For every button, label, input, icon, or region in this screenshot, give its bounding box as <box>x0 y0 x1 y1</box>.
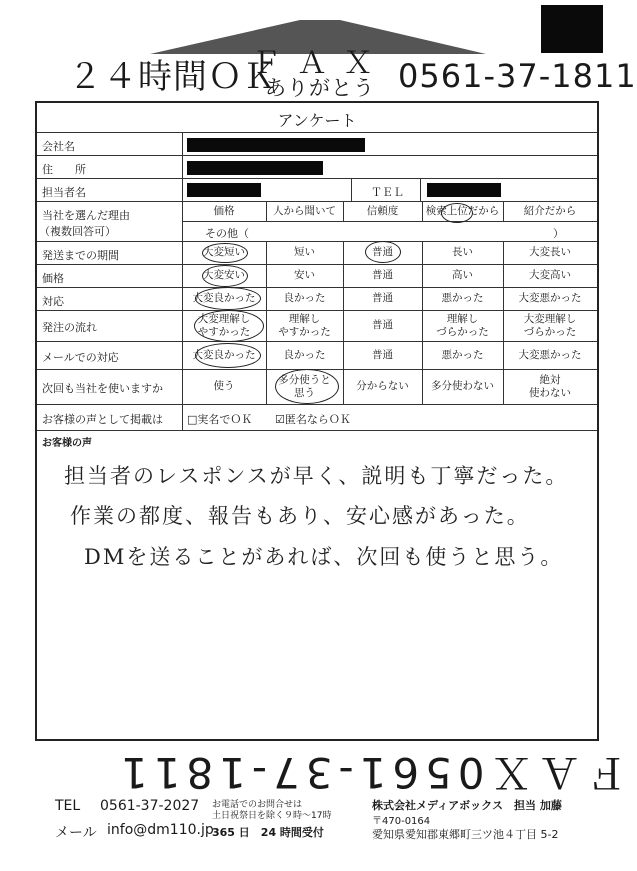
row-label-period: 発送までの期間 <box>42 249 119 262</box>
voice-label: お客様の声 <box>42 438 92 449</box>
reason-introduction[interactable]: 紹介だから <box>523 204 577 217</box>
questionnaire-form <box>35 101 599 741</box>
selection-circle <box>275 369 339 404</box>
footer-mail[interactable]: info@dm110.jp <box>107 822 214 838</box>
bottom-fax-number: ＦＡＸ0561-37-1811 <box>115 748 629 797</box>
footer-hours: 365 日 24 時間受付 <box>212 826 324 839</box>
selection-circle <box>202 265 248 287</box>
row-label-support: 対応 <box>42 295 64 308</box>
company-label: 会社名 <box>42 140 75 153</box>
selection-circle <box>441 203 473 223</box>
selection-circle <box>195 343 261 368</box>
footer-note-2: 土日祝祭日を除く９時〜17時 <box>212 811 332 821</box>
price-normal[interactable]: 普通 <box>372 269 393 282</box>
header-24h: ２４時間ＯＫ <box>68 57 278 97</box>
selection-circle <box>202 243 248 263</box>
email-very-bad[interactable]: 大変悪かった <box>518 348 582 361</box>
next-probably-not[interactable]: 多分使わない <box>431 380 494 393</box>
support-very-good[interactable]: 大変良かった <box>192 292 256 305</box>
reason-other-close: ） <box>553 227 564 240</box>
form-title: アンケート <box>277 111 357 130</box>
reason-other[interactable]: その他（ <box>205 227 249 240</box>
header-fax: ＦＡＸ <box>251 46 389 81</box>
row-label-next: 次回も当社を使いますか <box>42 382 163 395</box>
voice-line-2: 作業の都度、報告もあり、安心感があった。 <box>70 504 530 528</box>
reason-trust[interactable]: 信頼度 <box>366 204 399 217</box>
period-normal[interactable]: 普通 <box>372 246 393 259</box>
period-long[interactable]: 長い <box>452 246 473 259</box>
address-label: 住 所 <box>42 163 86 176</box>
footer-tel[interactable]: 0561-37-2027 <box>100 798 200 814</box>
row-label-price: 価格 <box>42 272 64 285</box>
support-normal[interactable]: 普通 <box>372 292 393 305</box>
email-bad[interactable]: 悪かった <box>441 348 484 361</box>
contact-redaction <box>187 183 261 197</box>
email-normal[interactable]: 普通 <box>372 348 393 361</box>
footer-company: 株式会社メディアボックス 担当 加藤 <box>372 799 562 812</box>
period-very-long[interactable]: 大変長い <box>529 246 571 259</box>
header-thanks: ありがとう <box>265 76 375 100</box>
publish-real-name-checkbox[interactable]: □実名でＯＫ <box>187 413 253 426</box>
period-short[interactable]: 短い <box>294 246 315 259</box>
flow-normal[interactable]: 普通 <box>372 319 393 332</box>
next-probably-use[interactable]: 多分使うと 思う <box>278 374 331 399</box>
flow-very-easy[interactable]: 大変理解し やすかった <box>197 313 251 338</box>
next-never[interactable]: 絶対 使わない <box>529 374 571 399</box>
row-label-flow: 発注の流れ <box>42 321 97 334</box>
price-cheap[interactable]: 安い <box>294 269 315 282</box>
email-very-good[interactable]: 大変良かった <box>192 348 256 361</box>
contact-label: 担当者名 <box>42 186 86 199</box>
footer-mail-label: メール <box>55 825 97 841</box>
footer-tel-label: TEL <box>55 798 81 814</box>
tel-redaction <box>427 183 501 197</box>
selection-circle <box>195 287 261 310</box>
publish-anonymous-checkbox[interactable]: ☑匿名ならＯＫ <box>275 413 351 426</box>
next-use[interactable]: 使う <box>213 380 235 393</box>
tel-label: ＴＥＬ <box>371 186 404 199</box>
footer-note-1: お電話でのお問合せは <box>212 800 303 810</box>
redaction-block <box>541 5 603 53</box>
support-bad[interactable]: 悪かった <box>441 292 484 305</box>
flow-hard[interactable]: 理解し づらかった <box>436 313 489 338</box>
price-very-cheap[interactable]: 大変安い <box>203 269 245 282</box>
selection-circle <box>365 241 401 263</box>
voice-line-1: 担当者のレスポンスが早く、説明も丁寧だった。 <box>64 464 569 488</box>
email-good[interactable]: 良かった <box>283 348 326 361</box>
reason-search-rank[interactable]: 検索上位だから <box>425 204 500 217</box>
company-redaction <box>187 138 365 152</box>
price-very-high[interactable]: 大変高い <box>529 269 571 282</box>
address-redaction <box>187 161 323 175</box>
reason-label: 当社を選んだ理由 <box>42 209 130 222</box>
row-label-email: メールでの対応 <box>42 351 119 364</box>
footer-zip: 〒470-0164 <box>372 816 431 827</box>
next-unsure[interactable]: 分からない <box>356 380 409 393</box>
price-high[interactable]: 高い <box>452 269 473 282</box>
voice-line-3: DMを送ることがあれば、次回も使うと思う。 <box>84 545 564 569</box>
support-good[interactable]: 良かった <box>283 292 326 305</box>
reason-referral-person[interactable]: 人から聞いて <box>273 204 336 217</box>
footer-address: 愛知県愛知郡東郷町三ツ池４丁目 5-2 <box>372 828 559 841</box>
reason-price[interactable]: 価格 <box>213 204 235 217</box>
flow-very-hard[interactable]: 大変理解し づらかった <box>523 313 577 338</box>
publish-label: お客様の声として掲載は <box>42 413 163 426</box>
reason-sublabel: （複数回答可） <box>39 225 116 238</box>
period-very-short[interactable]: 大変短い <box>203 246 245 259</box>
header-phone: 0561-37-1811 <box>398 57 637 95</box>
selection-circle <box>194 310 264 342</box>
support-very-bad[interactable]: 大変悪かった <box>518 292 582 305</box>
flow-easy[interactable]: 理解し やすかった <box>278 313 331 338</box>
